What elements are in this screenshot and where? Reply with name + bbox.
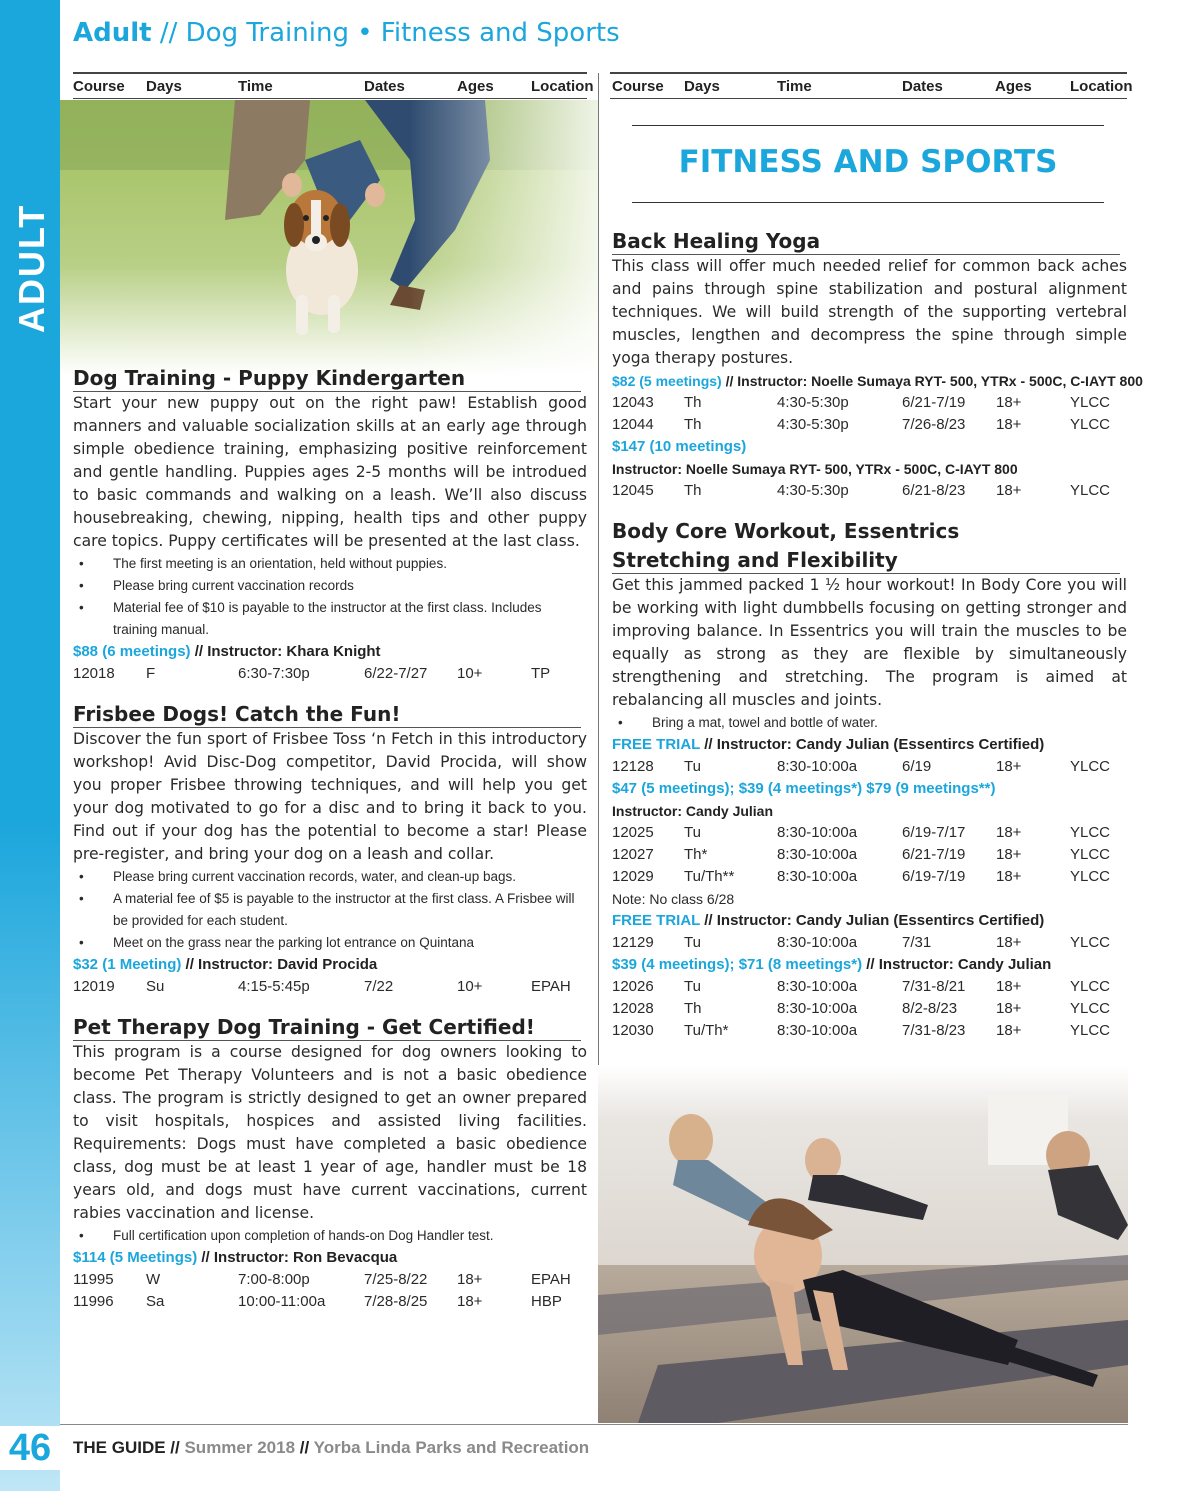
left-table-header bbox=[73, 72, 594, 99]
bullet-item: • The first meeting is an orientation, held without puppies. bbox=[73, 553, 587, 575]
sidebar-label: ADULT bbox=[11, 203, 52, 333]
course-number: 12025 bbox=[612, 824, 654, 841]
days: Tu bbox=[684, 824, 701, 841]
table-row bbox=[612, 756, 1127, 778]
location: YLCC bbox=[1070, 416, 1111, 433]
days: Tu bbox=[684, 978, 701, 995]
ages: 18+ bbox=[996, 416, 1022, 433]
footer bbox=[73, 1438, 589, 1458]
course-number: 11995 bbox=[73, 1271, 114, 1288]
puppy-description: Start your new puppy out on the right paw! Establish good manners and valuable socialization skills at an early age through simple obedience training, emphasizing positive reinforcement and gentle handling. Puppies ages 2-5 months will be introdued to basic commands and walking on a leash. We’ll also discuss housebreaking, chewing, nipping, health tips and other puppy care topics. Puppy certificates will be presented at the last class. bbox=[73, 394, 587, 550]
fitness-banner bbox=[632, 125, 1104, 203]
bullet-item: • Material fee of $10 is payable to the instructor at the first class. Includes training manual. bbox=[73, 597, 587, 641]
location: HBP bbox=[531, 1293, 562, 1310]
course-number: 12028 bbox=[612, 1000, 654, 1017]
header-days: Days bbox=[146, 78, 182, 95]
time: 6:30-7:30p bbox=[238, 665, 310, 682]
ages: 10+ bbox=[457, 978, 483, 995]
header-course: Course bbox=[612, 78, 664, 95]
dates: 6/19-7/17 bbox=[902, 824, 966, 841]
ages: 18+ bbox=[996, 394, 1022, 411]
table-row bbox=[612, 1020, 1127, 1042]
bullet-item: • A material fee of $5 is payable to the instructor at the first class. A Frisbee will be provided for each student. bbox=[73, 888, 587, 932]
course-number: 12043 bbox=[612, 394, 654, 411]
location: TP bbox=[531, 665, 551, 682]
time: 8:30-10:00a bbox=[777, 846, 858, 863]
pet-therapy-course bbox=[73, 1015, 587, 1313]
days: Tu/Th** bbox=[684, 868, 735, 885]
core-price-a bbox=[612, 778, 1127, 800]
header-location: Location bbox=[1070, 78, 1133, 95]
header-time: Time bbox=[238, 78, 273, 95]
ages: 18+ bbox=[996, 868, 1022, 885]
core-trial-1 bbox=[612, 734, 1127, 756]
dates: 7/22 bbox=[364, 978, 394, 995]
time: 8:30-10:00a bbox=[777, 758, 858, 775]
instructor: // Instructor: Noelle Sumaya RYT- 500, YTRx - 500C, C-IAYT 800 bbox=[721, 373, 1143, 389]
dates: 6/21-7/19 bbox=[902, 846, 966, 863]
days: Tu bbox=[684, 758, 701, 775]
table-row bbox=[612, 976, 1127, 998]
days: Su bbox=[146, 978, 165, 995]
time: 7:00-8:00p bbox=[238, 1271, 310, 1288]
time: 8:30-10:00a bbox=[777, 934, 858, 951]
plank-class-photo bbox=[598, 1065, 1128, 1423]
footer-org: Yorba Linda Parks and Recreation bbox=[313, 1438, 590, 1457]
yoga-description: This class will offer much needed relief for common back aches and pains through spine stabilization and postural alignment techniques. We will build strength of the supporting vertebral muscles, lengthen and decompress the spine through simple yoga therapy postures. bbox=[612, 257, 1127, 367]
header-location: Location bbox=[531, 78, 594, 95]
instructor: // Instructor: Ron Bevacqua bbox=[197, 1249, 398, 1266]
frisbee-course bbox=[73, 702, 587, 998]
right-column bbox=[612, 229, 1143, 1042]
title-separator: // bbox=[151, 18, 186, 48]
ages: 18+ bbox=[996, 1022, 1022, 1039]
price-highlight: FREE TRIAL bbox=[612, 912, 701, 929]
footer-separator: // bbox=[295, 1438, 314, 1457]
dates: 6/22-7/27 bbox=[364, 665, 428, 682]
dates: 7/31 bbox=[902, 934, 932, 951]
days: Th* bbox=[684, 846, 708, 863]
bullet-item: • Full certification upon completion of hands-on Dog Handler test. bbox=[73, 1225, 587, 1247]
pet-therapy-heading: Pet Therapy Dog Training - Get Certified! bbox=[73, 1015, 581, 1041]
title-section: Adult bbox=[73, 18, 152, 48]
dates: 6/21-8/23 bbox=[902, 482, 966, 499]
core-trial-2 bbox=[612, 910, 1127, 932]
ages: 18+ bbox=[996, 1000, 1022, 1017]
title-topic: Dog Training • Fitness and Sports bbox=[185, 18, 620, 48]
instructor: // Instructor: Candy Julian bbox=[862, 956, 1052, 973]
header-ages: Ages bbox=[995, 78, 1032, 95]
location: YLCC bbox=[1070, 482, 1111, 499]
footer-season: Summer 2018 bbox=[184, 1438, 296, 1457]
time: 10:00-11:00a bbox=[238, 1293, 326, 1310]
days: Th bbox=[684, 416, 702, 433]
instructor: // Instructor: Candy Julian (Essentircs Certified) bbox=[700, 912, 1045, 929]
dates: 8/2-8/23 bbox=[902, 1000, 958, 1017]
location: YLCC bbox=[1070, 934, 1111, 951]
instructor: // Instructor: Khara Knight bbox=[190, 643, 381, 660]
dates: 7/31-8/21 bbox=[902, 978, 966, 995]
days: Sa bbox=[146, 1293, 165, 1310]
location: YLCC bbox=[1070, 1022, 1111, 1039]
time: 8:30-10:00a bbox=[777, 1022, 858, 1039]
location: YLCC bbox=[1070, 1000, 1111, 1017]
dates: 6/19 bbox=[902, 758, 932, 775]
price-highlight: FREE TRIAL bbox=[612, 736, 701, 753]
dates: 7/31-8/23 bbox=[902, 1022, 966, 1039]
instructor: // Instructor: Candy Julian (Essentircs Certified) bbox=[700, 736, 1045, 753]
course-number: 11996 bbox=[73, 1293, 114, 1310]
course-number: 12019 bbox=[73, 978, 115, 995]
dates: 6/21-7/19 bbox=[902, 394, 966, 411]
course-number: 12045 bbox=[612, 482, 654, 499]
instructor: // Instructor: David Procida bbox=[181, 956, 378, 973]
course-number: 12018 bbox=[73, 665, 115, 682]
beagle-puppy-photo bbox=[60, 100, 598, 375]
ages: 18+ bbox=[996, 978, 1022, 995]
yoga-price bbox=[612, 370, 1143, 392]
price-highlight: $32 (1 Meeting) bbox=[73, 956, 182, 973]
course-number: 12030 bbox=[612, 1022, 654, 1039]
course-number: 12128 bbox=[612, 758, 654, 775]
days: Th bbox=[684, 482, 702, 499]
days: W bbox=[146, 1271, 161, 1288]
core-instructor-a: Instructor: Candy Julian bbox=[612, 803, 774, 819]
time: 8:30-10:00a bbox=[777, 978, 858, 995]
footer-guide: THE GUIDE bbox=[73, 1438, 166, 1457]
course-number: 12027 bbox=[612, 846, 654, 863]
time: 4:30-5:30p bbox=[777, 394, 849, 411]
location: EPAH bbox=[531, 978, 571, 995]
bullet-item: • Bring a mat, towel and bottle of water. bbox=[612, 712, 1127, 734]
ages: 18+ bbox=[996, 846, 1022, 863]
days: Th bbox=[684, 1000, 702, 1017]
yoga-price-2 bbox=[612, 436, 1127, 458]
right-table-header bbox=[610, 72, 1133, 99]
body-core-course bbox=[612, 519, 1127, 1042]
table-row bbox=[612, 998, 1127, 1020]
table-row bbox=[612, 414, 1127, 436]
yoga-heading: Back Healing Yoga bbox=[612, 229, 1120, 255]
header-ages: Ages bbox=[457, 78, 494, 95]
location: YLCC bbox=[1070, 824, 1111, 841]
course-number: 12044 bbox=[612, 416, 654, 433]
ages: 18+ bbox=[457, 1293, 483, 1310]
days: Tu/Th* bbox=[684, 1022, 729, 1039]
bullet-item: • Meet on the grass near the parking lot entrance on Quintana bbox=[73, 932, 587, 954]
header-days: Days bbox=[684, 78, 720, 95]
frisbee-heading: Frisbee Dogs! Catch the Fun! bbox=[73, 702, 581, 728]
pet-therapy-price bbox=[73, 1247, 587, 1269]
table-row bbox=[73, 663, 587, 685]
days: F bbox=[146, 665, 156, 682]
location: YLCC bbox=[1070, 846, 1111, 863]
frisbee-price bbox=[73, 954, 587, 976]
table-row bbox=[612, 480, 1127, 502]
dates: 6/19-7/19 bbox=[902, 868, 966, 885]
fitness-banner-title: FITNESS AND SPORTS bbox=[678, 144, 1058, 180]
bullet-item: • Please bring current vaccination records bbox=[73, 575, 587, 597]
frisbee-description: Discover the fun sport of Frisbee Toss ‘n Fetch in this introductory workshop! Avid Disc-Dog competitor, David Procida, will show you proper Frisbee throwing techniques, and will help you get your dog motivated to go for a disc and to bring it back to you. Find out if your dog has the potential to become a star! Please pre-register, and bring your dog on a leash and collar. bbox=[73, 730, 587, 863]
price-highlight: $39 (4 meetings); $71 (8 meetings*) bbox=[612, 956, 863, 973]
puppy-heading: Dog Training - Puppy Kindergarten bbox=[73, 366, 581, 392]
yoga-instructor: Instructor: Noelle Sumaya RYT- 500, YTRx - 500C, C-IAYT 800 bbox=[612, 461, 1018, 477]
location: YLCC bbox=[1070, 868, 1111, 885]
header-course: Course bbox=[73, 78, 125, 95]
header-dates: Dates bbox=[902, 78, 943, 95]
dates: 7/26-8/23 bbox=[902, 416, 966, 433]
time: 8:30-10:00a bbox=[777, 824, 858, 841]
ages: 18+ bbox=[996, 934, 1022, 951]
table-row bbox=[612, 822, 1127, 844]
course-number: 12129 bbox=[612, 934, 654, 951]
days: Th bbox=[684, 394, 702, 411]
core-description: Get this jammed packed 1 ½ hour workout! In Body Core you will be working with light dumbbells focusing on getting stronger and improving balance. In Essentrics you will train the muscles to be equally as strong as they are flexible by simultaneously strengthening and stretching. The program is aimed at rebalancing all muscles and joints. bbox=[612, 576, 1127, 709]
price-highlight: $114 (5 Meetings) bbox=[73, 1249, 198, 1266]
page-number: 46 bbox=[0, 1426, 60, 1470]
location: YLCC bbox=[1070, 758, 1111, 775]
core-heading-line1: Body Core Workout, Essentrics bbox=[612, 519, 960, 543]
time: 8:30-10:00a bbox=[777, 1000, 858, 1017]
table-row bbox=[73, 1269, 587, 1291]
ages: 18+ bbox=[996, 824, 1022, 841]
location: YLCC bbox=[1070, 394, 1111, 411]
header-time: Time bbox=[777, 78, 812, 95]
yoga-course bbox=[612, 229, 1143, 502]
time: 4:30-5:30p bbox=[777, 416, 849, 433]
price-highlight: $82 (5 meetings) bbox=[612, 373, 722, 389]
table-row bbox=[73, 976, 587, 998]
dates: 7/28-8/25 bbox=[364, 1293, 428, 1310]
puppy-price bbox=[73, 641, 587, 663]
left-column bbox=[73, 366, 587, 1313]
time: 8:30-10:00a bbox=[777, 868, 858, 885]
core-heading-line2: Stretching and Flexibility bbox=[612, 548, 1120, 574]
pet-therapy-description: This program is a course designed for dog owners looking to become Pet Therapy Volunteers and is not a basic obedience class. The program is strictly designed to get an owner prepared to visit hospitals, hospices and assisted living facilities. Requirements: Dogs must have completed a basic obedience class, dog must be at least 1 year of age, handler must be 18 years old, and dogs must have current vaccinations, current rabies vaccination and license. bbox=[73, 1043, 587, 1222]
location: EPAH bbox=[531, 1271, 571, 1288]
puppy-course bbox=[73, 366, 587, 685]
dates: 7/25-8/22 bbox=[364, 1271, 428, 1288]
time: 4:30-5:30p bbox=[777, 482, 849, 499]
price-highlight: $47 (5 meetings); $39 (4 meetings*) $79 (9 meetings**) bbox=[612, 780, 996, 797]
time: 4:15-5:45p bbox=[238, 978, 310, 995]
schedule-note: Note: No class 6/28 bbox=[612, 891, 735, 907]
location: YLCC bbox=[1070, 978, 1111, 995]
course-number: 12026 bbox=[612, 978, 654, 995]
ages: 18+ bbox=[457, 1271, 483, 1288]
days: Tu bbox=[684, 934, 701, 951]
table-row bbox=[612, 844, 1127, 866]
core-price-b bbox=[612, 954, 1127, 976]
price-highlight: $147 (10 meetings) bbox=[612, 438, 747, 455]
page-title bbox=[73, 18, 620, 48]
table-row bbox=[73, 1291, 587, 1313]
footer-rule bbox=[60, 1424, 1128, 1425]
table-row bbox=[612, 392, 1127, 414]
course-number: 12029 bbox=[612, 868, 654, 885]
price-highlight: $88 (6 meetings) bbox=[73, 643, 191, 660]
ages: 10+ bbox=[457, 665, 483, 682]
table-row bbox=[612, 866, 1127, 888]
header-dates: Dates bbox=[364, 78, 405, 95]
bullet-item: • Please bring current vaccination records, water, and clean-up bags. bbox=[73, 866, 587, 888]
ages: 18+ bbox=[996, 482, 1022, 499]
footer-separator: // bbox=[165, 1438, 185, 1457]
ages: 18+ bbox=[996, 758, 1022, 775]
table-row bbox=[612, 932, 1127, 954]
